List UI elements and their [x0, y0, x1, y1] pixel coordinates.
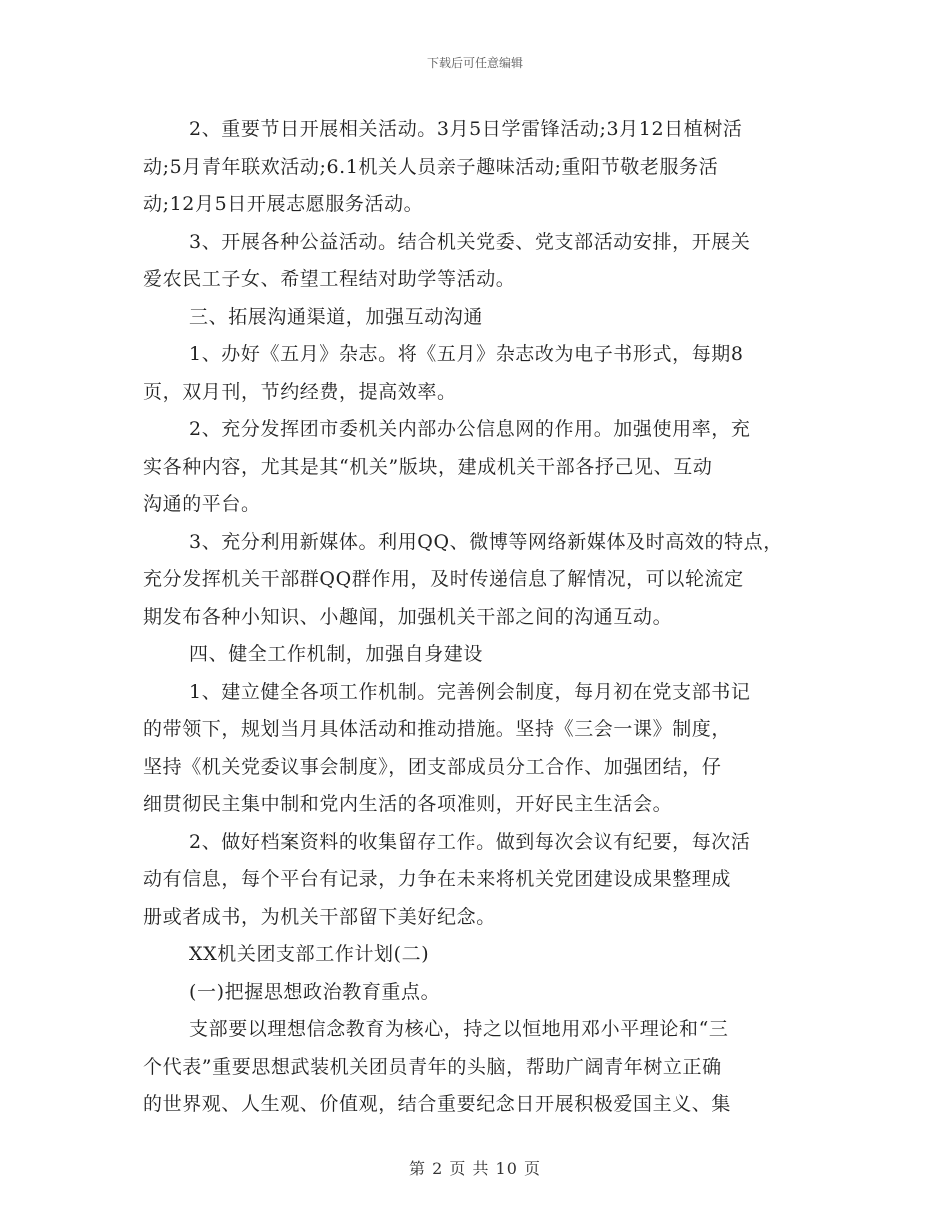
- paragraph-line: 1、办好《五月》杂志。将《五月》杂志改为电子书形式，每期8: [189, 343, 744, 365]
- paragraph-line: 2、重要节日开展相关活动。3月5日学雷锋活动;3月12日植树活: [189, 118, 743, 140]
- paragraph-line: 页，双月刊，节约经费，提高效率。: [143, 380, 457, 403]
- document-body: [143, 111, 833, 1124]
- paragraph-line: 坚持《机关党委议事会制度》，团支部成员分工合作、加强团结，仔: [143, 755, 722, 778]
- paragraph-line: 支部要以理想信念教育为核心，持之以恒地用邓小平理论和“三: [189, 1018, 729, 1040]
- paragraph-line: 的世界观、人生观、价值观，结合重要纪念日开展积极爱国主义、集: [143, 1093, 732, 1115]
- paragraph-line: 期发布各种小知识、小趣闻，加强机关干部之间的沟通互动。: [143, 605, 673, 628]
- paragraph-line: 动有信息，每个平台有记录，力争在未来将机关党团建设成果整理成: [143, 868, 732, 890]
- paragraph-line: 细贯彻民主集中制和党内生活的各项准则，开好民主生活会。: [143, 793, 673, 815]
- section-heading: 四、健全工作机制，加强自身建设: [189, 643, 484, 665]
- paragraph-line: 爱农民工子女、希望工程结对助学等活动。: [143, 268, 516, 290]
- section-heading: 三、拓展沟通渠道，加强互动沟通: [189, 305, 484, 328]
- paragraph-line: 3、充分利用新媒体。利用QQ、微博等网络新媒体及时高效的特点，: [189, 530, 783, 553]
- section-heading: (一)把握思想政治教育重点。: [189, 980, 441, 1003]
- paragraph-line: 3、开展各种公益活动。结合机关党委、党支部活动安排，开展关: [189, 230, 751, 253]
- paragraph-line: 动;5月青年联欢活动;6.1机关人员亲子趣味活动;重阳节敬老服务活: [143, 155, 719, 178]
- paragraph-line: 沟通的平台。: [143, 493, 261, 515]
- document-subtitle: XX机关团支部工作计划(二): [189, 943, 430, 965]
- paragraph-line: 实各种内容，尤其是其“机关”版块，建成机关干部各抒己见、互动: [143, 455, 713, 478]
- paragraph-line: 2、充分发挥团市委机关内部办公信息网的作用。加强使用率，充: [189, 418, 751, 440]
- page-number: 第 2 页 共 10 页: [409, 1159, 541, 1178]
- page-header: 下载后可任意编辑: [426, 56, 523, 70]
- paragraph-line: 充分发挥机关干部群QQ群作用，及时传递信息了解情况，可以轮流定: [143, 568, 744, 590]
- paragraph-line: 的带领下，规划当月具体活动和推动措施。坚持《三会一课》制度，: [143, 718, 732, 740]
- paragraph-line: 2、做好档案资料的收集留存工作。做到每次会议有纪要，每次活: [189, 830, 751, 853]
- paragraph-line: 个代表”重要思想武装机关团员青年的头脑，帮助广阔青年树立正确: [143, 1055, 722, 1078]
- paragraph-line: 册或者成书，为机关干部留下美好纪念。: [143, 905, 496, 928]
- paragraph-line: 1、建立健全各项工作机制。完善例会制度，每月初在党支部书记: [189, 680, 751, 703]
- paragraph-line: 动;12月5日开展志愿服务活动。: [143, 193, 424, 215]
